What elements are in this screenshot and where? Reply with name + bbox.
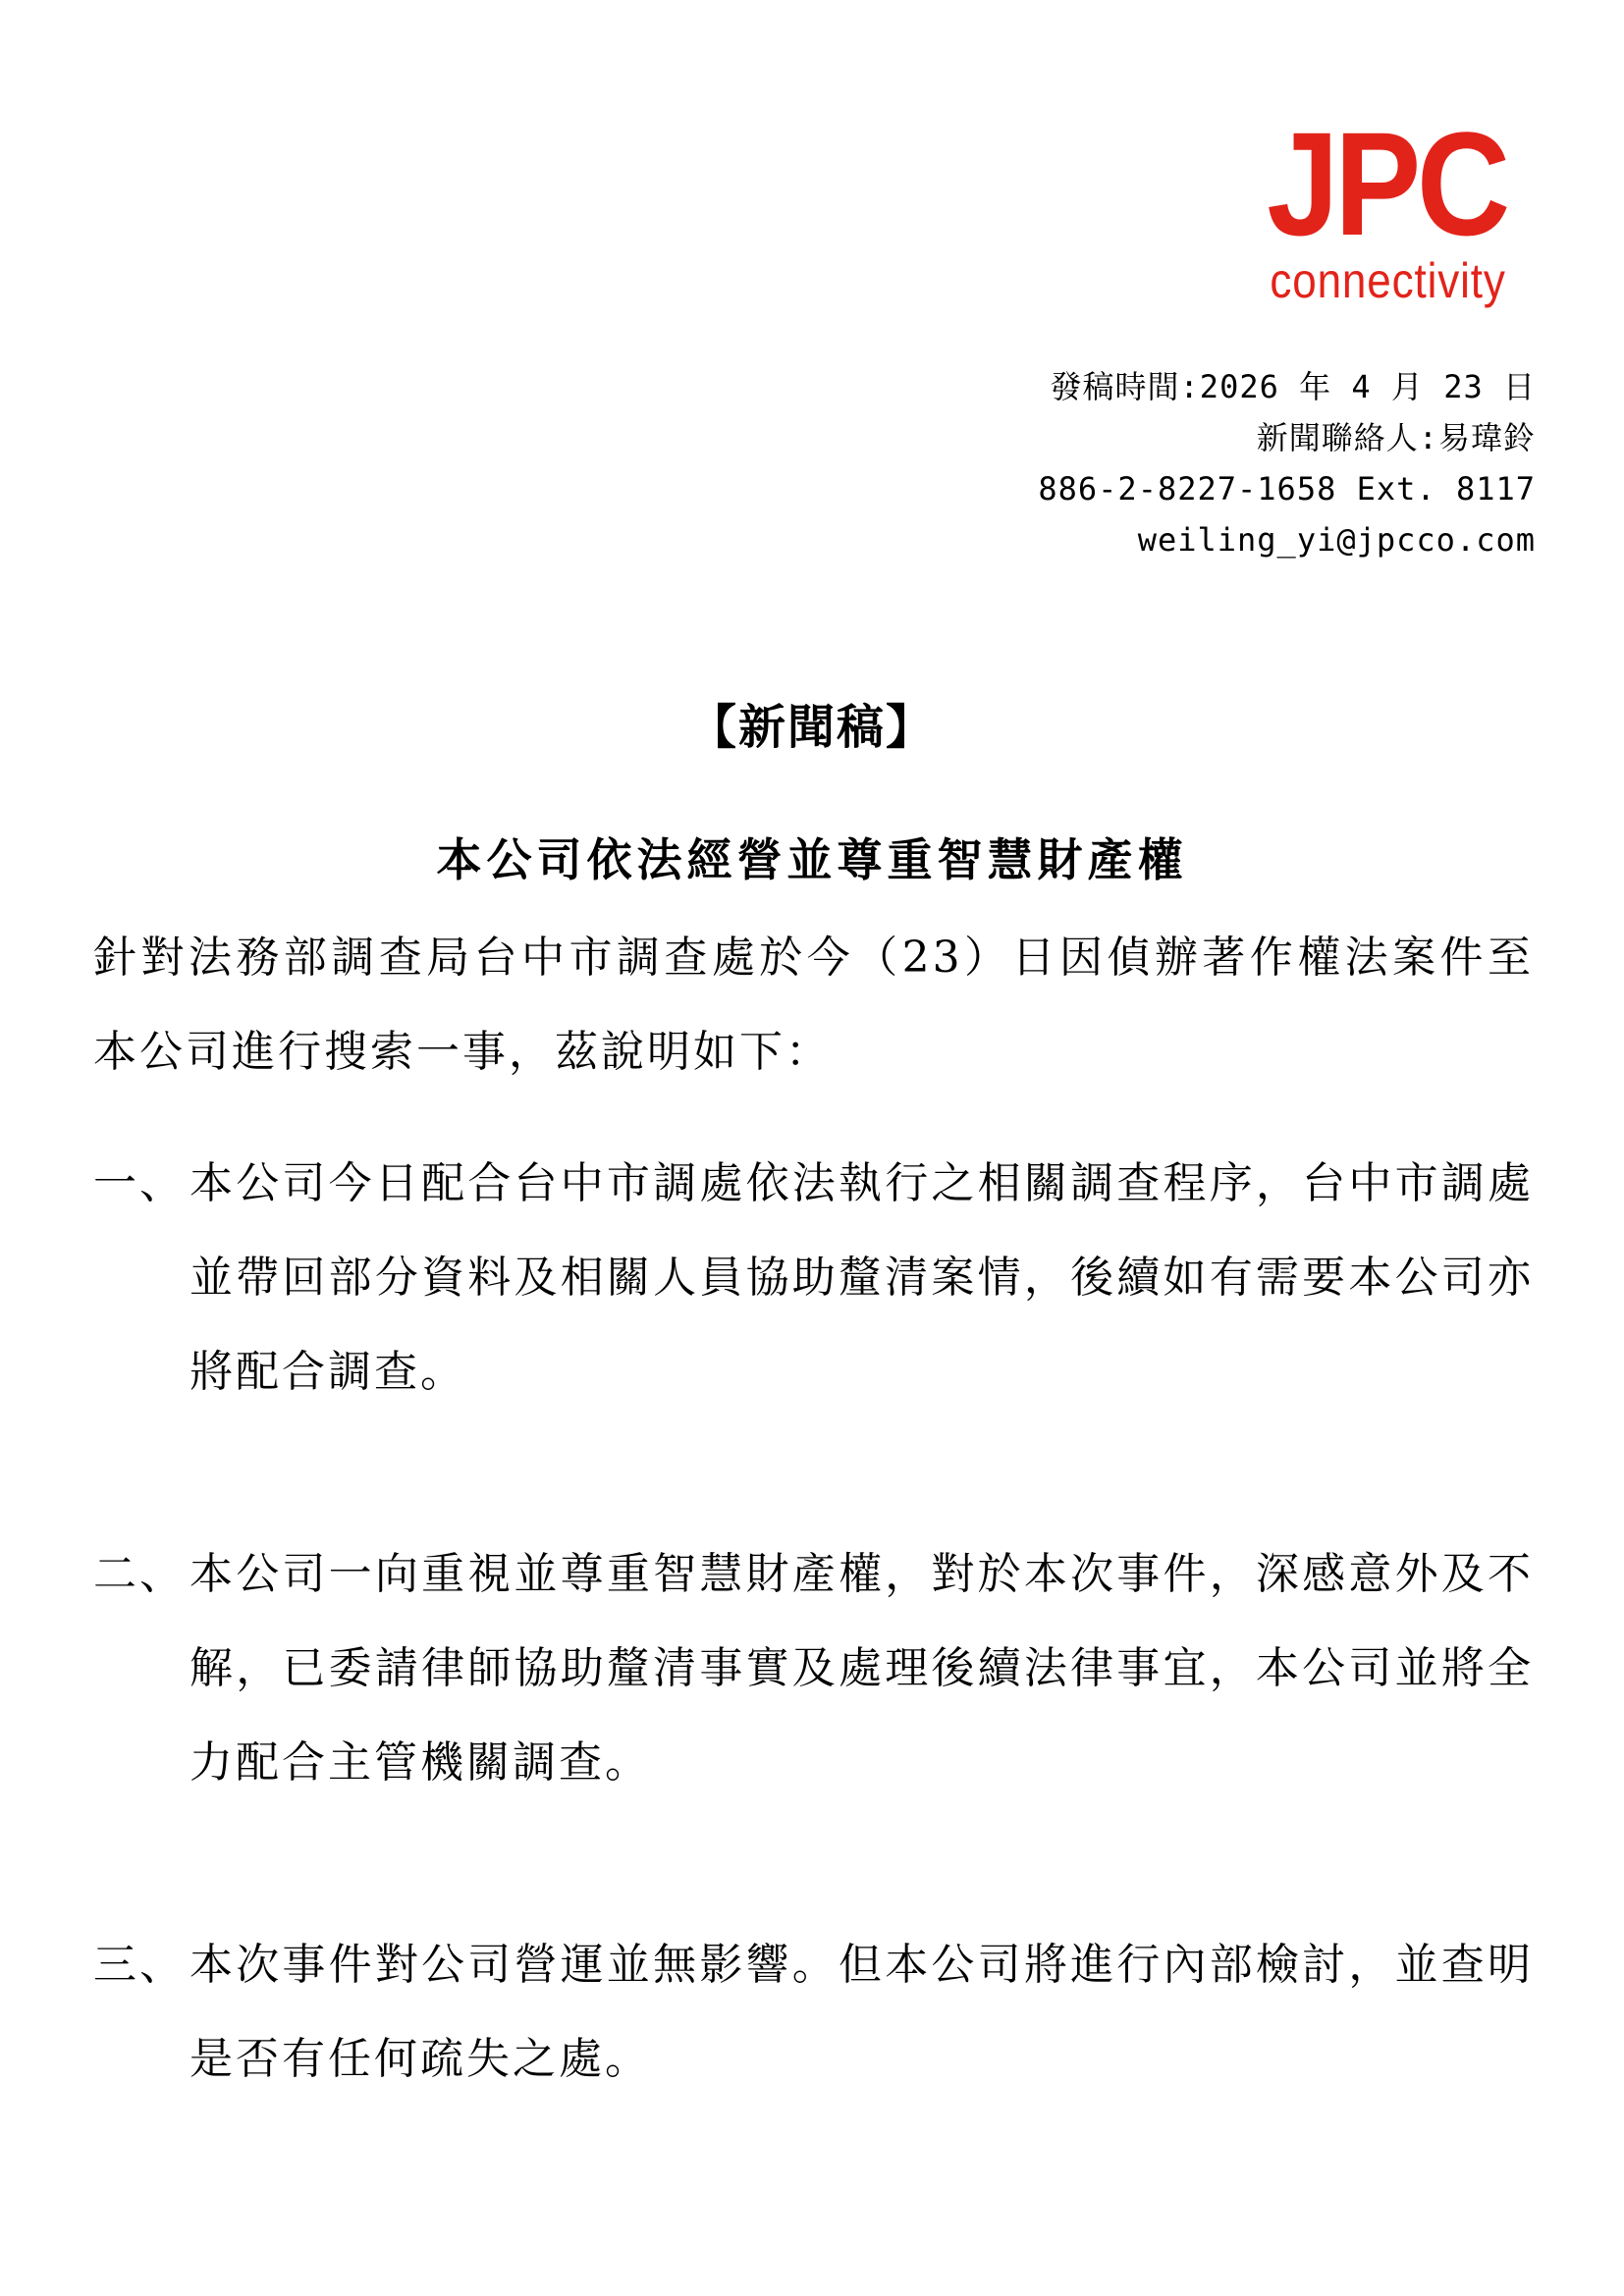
contact-block [1038,361,1536,565]
list-item-2 [93,1527,1534,1810]
list-item-3 [93,1918,1534,2107]
jpc-logo-text: JPC [1267,101,1506,266]
contact-email: weiling_yi@jpcco.com [1137,521,1536,559]
list-item-1-text: 本公司今日配合台中市調處依法執行之相關調查程序，台中市調處並帶回部分資料及相關人員協助釐清案情，後續如有需要本公司亦將配合調查。 [189,1158,1534,1397]
list-item-2-marker: 二、 [93,1549,186,1599]
list-item-3-marker: 三、 [93,1940,186,1990]
jpc-logo [1267,101,1506,308]
list-item-1 [93,1137,1534,1419]
list-item-3-text: 本次事件對公司營運並無影響。但本公司將進行內部檢討，並查明是否有任何疏失之處。 [189,1940,1534,2084]
contact-phone: 886-2-8227-1658 Ext. 8117 [1038,470,1536,507]
list-item-2-text: 本公司一向重視並尊重智慧財產權，對於本次事件，深感意外及不解，已委請律師協助釐清事實及處理後續法律事宜，本公司並將全力配合主管機關調查。 [189,1549,1534,1788]
intro-paragraph: 針對法務部調查局台中市調查處於今（23）日因偵辦著作權法案件至本公司進行搜索一事，茲說明如下： [93,933,1534,1077]
jpc-logo-subtext: connectivity [1270,253,1506,308]
press-contact-name: 新聞聯絡人:易瑋鈴 [1256,419,1536,456]
list-item-1-marker: 一、 [93,1158,186,1208]
document-title: 本公司依法經營並尊重智慧財產權 [436,833,1188,886]
document-body [93,911,1534,2215]
press-release-label: 【新聞稿】 [688,700,935,755]
release-datetime: 發稿時間:2026 年 4 月 23 日 [1050,368,1536,405]
